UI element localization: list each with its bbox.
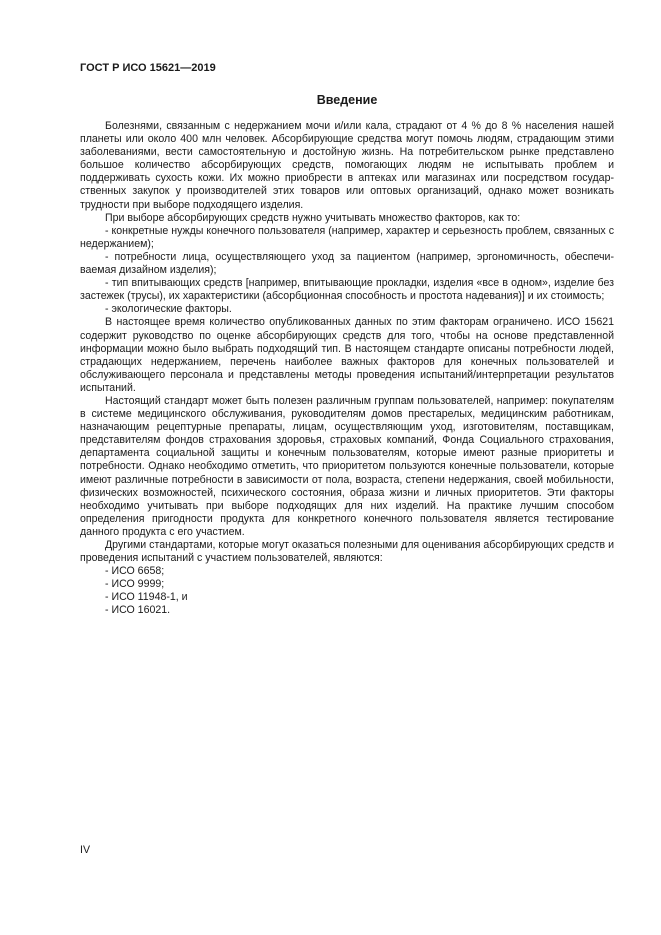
list-item-product-type: - тип впитывающих средств [например, впитывающие прокладки, изделия «все в одном», изделие без застежек (трусы), их характеристики (абсорбционная способность и простота надевания)] и их стоимость; <box>80 277 614 303</box>
page-number: IV <box>80 844 91 856</box>
list-item-standard: - ИСО 6658; <box>105 565 165 578</box>
list-item-standard: - ИСО 9999; <box>105 578 165 591</box>
text-body <box>80 120 614 618</box>
list-item-ecological: - экологические факторы. <box>105 303 232 316</box>
paragraph-other-standards: Другими стандартами, которые могут оказаться полезными для оценивания абсорбирующих средств и проведения испытаний с участием пользователей, являются: <box>80 539 614 565</box>
list-item-standard: - ИСО 16021. <box>105 604 171 617</box>
list-item-caregiver-needs: - потребности лица, осуществляющего уход за пациентом (например, эргономичность, обеспечиваемая дизайном изделия); <box>80 250 614 277</box>
paragraph-factors-lead: При выборе абсорбирующих средств нужно учитывать множество факторов, как то: <box>105 211 521 224</box>
list-item-standard: - ИСО 11948-1, и <box>105 591 188 604</box>
paragraph-published-data: В настоящее время количество опубликованных данных по этим факторам ограничено. ИСО 15621 содержит руководство по оценке абсорбирующих средств для того, чтобы на основе представленной информации можно было выбрать подходящий тип. В настоящем стандарте описаны потребности людей, страдающих недержанием, перечень наиболее важных факторов для конечных пользователей и обслуживающего персонала и представлены методы проведения испытаний/интерпретации результатов испытаний. <box>80 316 614 394</box>
paragraph-intro: Болезнями, связанным с недержанием мочи и/или кала, страдают от 4 % до 8 % населения нашей планеты или около 400 млн человек. Абсорбирующие средства могут помочь людям, страдающим этими заболеваниями, вести самостоятельную и достойную жизнь. На потребительском рынке представлено большое количество абсорбирующих средств, помогающих людям не испытывать проблем и поддерживать сухость кожи. Их можно приобрести в аптеках или магазинах или посредством государственных закупок у производителей этих товаров или оптовых организаций, однако может возникать трудности при выборе подходящего изделия. <box>80 120 614 211</box>
list-item-user-needs: - конкретные нужды конечного пользователя (например, характер и серьезность проблем, связанных с недержанием); <box>80 224 614 250</box>
page-header-standard-code: ГОСТ Р ИСО 15621—2019 <box>80 62 216 74</box>
paragraph-user-groups: Настоящий стандарт может быть полезен различным группам пользователей, например: покупателям в системе медицинского обслуживания, руководителям домов престарелых, медицинским работникам, назначающим рецептурные препараты, лицам, осуществляющим уход, изготовителям, поставщикам, представителям фондов страхования здоровья, страховых компаний, Фонда Социального страхования, департамента социальной защиты и конечным пользователям, которые имеют разные приоритеты и потребности. Однако необходимо отметить, что приоритетом пользуются конечные пользователи, которые имеют различные потребности в зависимости от пола, возраста, степени недержания, своей мобильности, физических возможностей, психического состояния, образа жизни и личных приоритетов. Эти факторы необходимо учитывать при выборе подходящих для них изделий. На практике лучшим способом определения пригодности продукта для конкретного конечного пользователя является тестирование данного продукта с его участием. <box>80 394 614 538</box>
section-title: Введение <box>316 93 378 107</box>
